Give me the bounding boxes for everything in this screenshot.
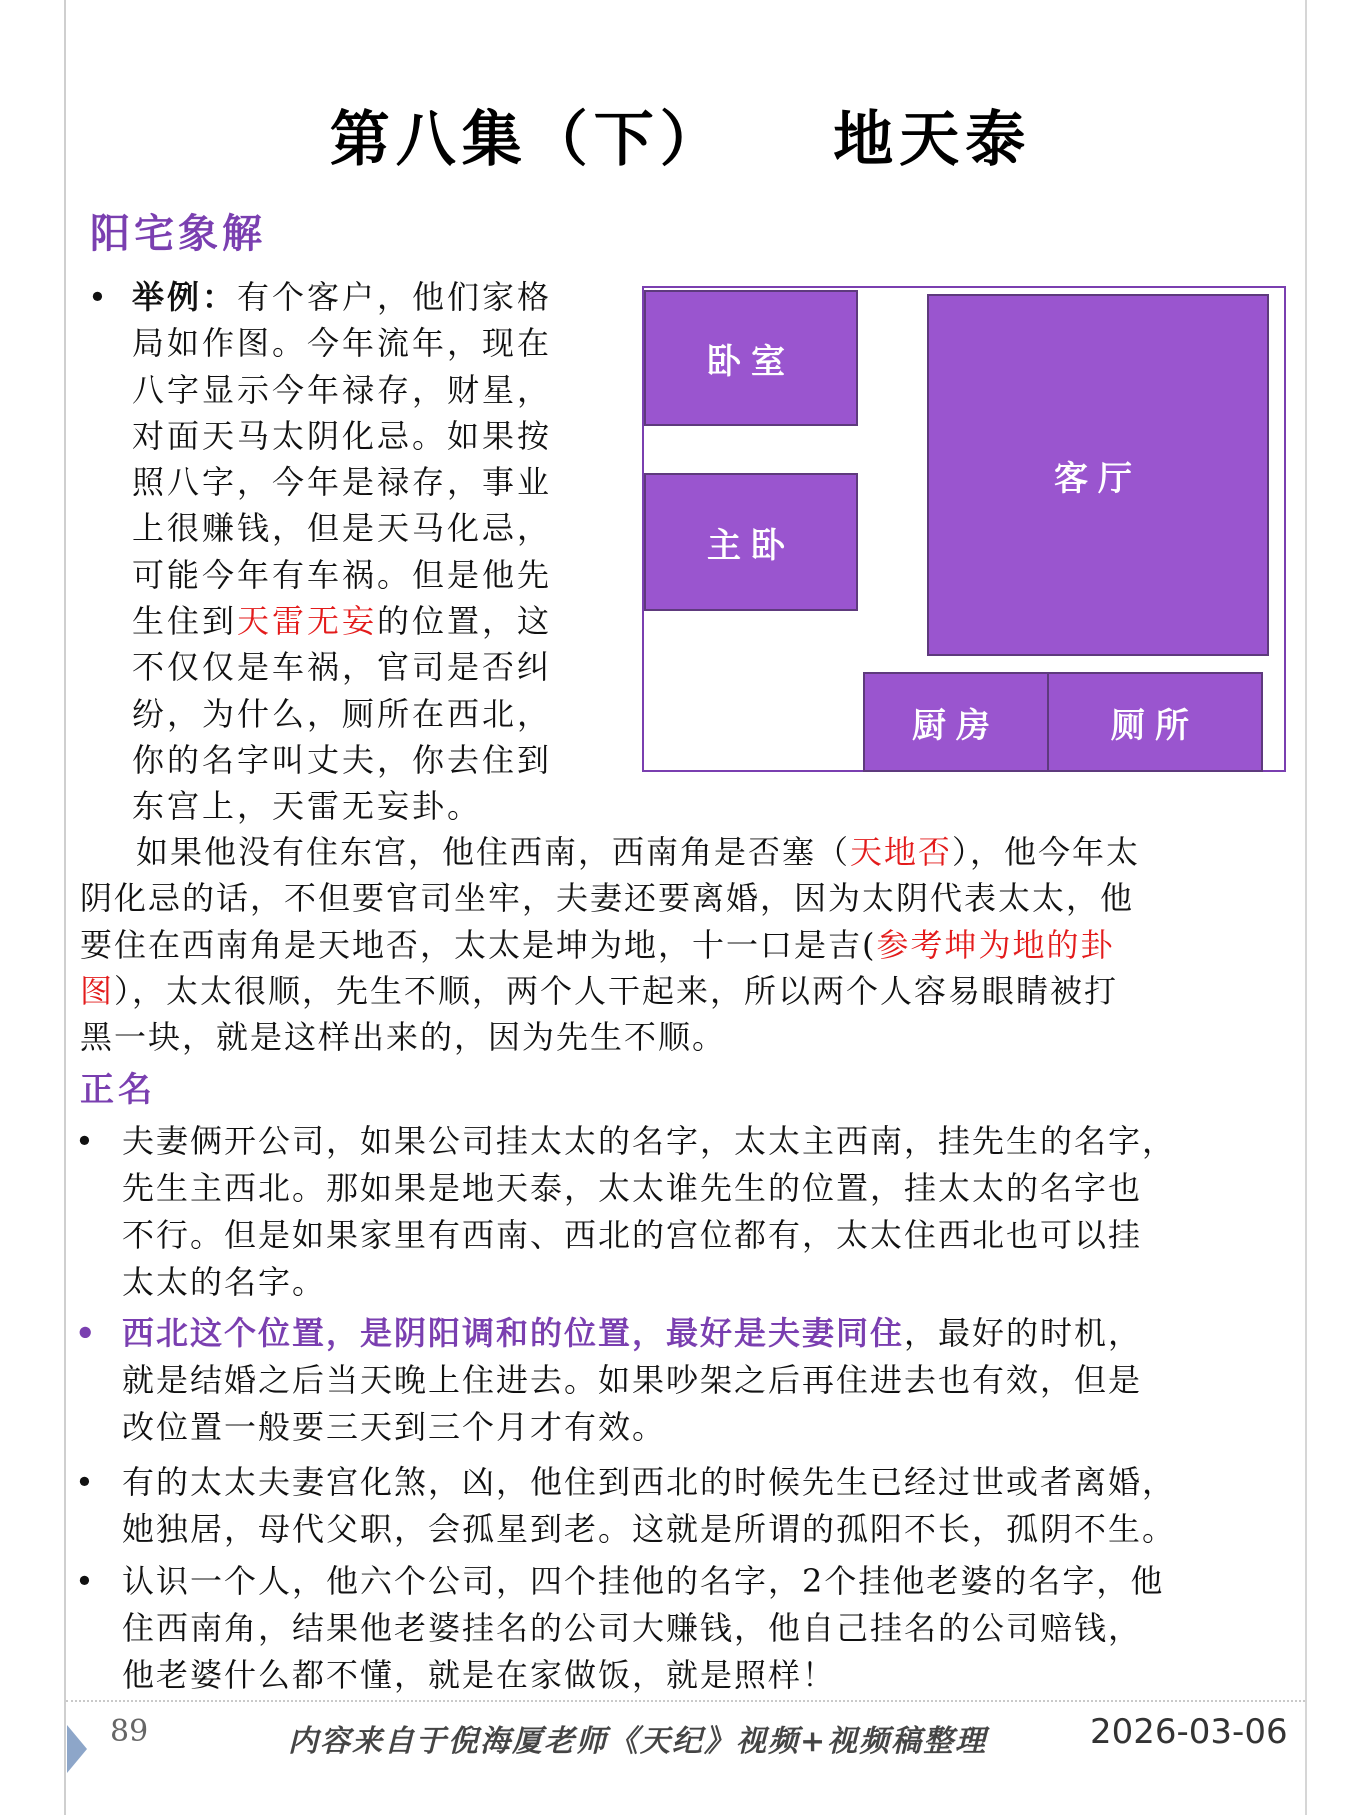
example-line-11: 你的名字叫丈夫，你去住到 [132,740,553,779]
bullet-1-line-3: 不行。但是如果家里有西南、西北的宫位都有，太太住西北也可以挂 [122,1216,1143,1254]
example-line-10: 纷，为什么，厕所在西北， [132,694,553,733]
example-line-12: 东宫上，天雷无妄卦。 [132,787,483,826]
example-line-5: 照八字，今年是禄存，事业 [132,463,553,502]
para-line-1: 如果他没有住东宫，他住西南，西南角是否塞（天地否），他今年太 [136,833,1141,871]
example-line-7: 可能今年有车祸。但是他先 [132,555,553,594]
example-line-9: 不仅仅是车祸，官司是否纠 [132,648,553,687]
bullet-3-line-1: 有的太太夫妻宫化煞，凶，他住到西北的时候先生已经过世或者离婚， [122,1463,1177,1501]
bullet-1-line-2: 先生主西北。那如果是地天泰，太太谁先生的位置，挂太太的名字也 [122,1169,1143,1207]
example-line-6: 上很赚钱，但是天马化忌， [132,509,553,548]
bullet-marker: • [75,1314,98,1352]
bullet-4-line-2: 住西南角，结果他老婆挂名的公司大赚钱，他自己挂名的公司赔钱， [122,1609,1143,1647]
para-line-3: 要住在西南角是天地否，太太是坤为地，十一口是吉(参考坤为地的卦 [80,925,1115,964]
footer-source: 内容来自于倪海厦老师《天纪》视频+视频稿整理 [288,1724,988,1759]
example-line-2: 局如作图。今年流年，现在 [132,324,553,363]
bullet-marker: • [75,1122,96,1160]
highlight-tiandi-pi: 天地否 [850,833,953,871]
next-slide-arrow-icon[interactable] [67,1725,87,1773]
bullet-2-line-1: 西北这个位置，是阴阳调和的位置，最好是夫妻同住，最好的时机， [122,1314,1143,1352]
page-number: 89 [110,1714,149,1749]
example-line-4: 对面天马太阴化忌。如果按 [132,416,553,455]
room-toilet: 厕所 [1047,672,1263,772]
bullet-item-2 [70,1310,1310,1451]
bullet-1-line-1: 夫妻俩开公司，如果公司挂太太的名字，太太主西南，挂先生的名字， [122,1122,1177,1160]
bullet-marker: • [75,1562,96,1600]
para-line-5: 黑一块，就是这样出来的，因为先生不顺。 [80,1018,727,1057]
floor-plan-diagram [642,286,1286,772]
bullet-3-line-2: 她独居，母代父职，会孤星到老。这就是所谓的孤阳不长，孤阴不生。 [122,1510,1177,1548]
para-line-2: 阴化忌的话，不但要官司坐牢，夫妻还要离婚，因为太阴代表太太，他 [80,879,1135,918]
example-line-8: 生住到天雷无妄的位置，这 [132,602,553,641]
section-title-zhengming: 正名 [80,1070,156,1110]
bullet-item-4 [70,1558,1310,1699]
bullet-marker: • [75,1463,96,1501]
footer-date: 2026-03-06 [1090,1712,1288,1752]
highlight-northwest: 西北这个位置，是阴阳调和的位置，最好是夫妻同住 [122,1314,905,1352]
para-line-4: 图），太太很顺，先生不顺，两个人干起来，所以两个人容易眼睛被打 [80,971,1119,1010]
room-living-room: 客厅 [927,294,1269,656]
bullet-4-line-3: 他老婆什么都不懂，就是在家做饭，就是照样！ [122,1656,837,1694]
page-title: 第八集（下） 地天泰 [329,105,1032,175]
bullet-4-line-1: 认识一个人，他六个公司，四个挂他的名字，2个挂他老婆的名字，他 [122,1562,1165,1600]
example-line-3: 八字显示今年禄存，财星， [132,370,553,409]
bullet-item-1 [70,1118,1310,1306]
example-line-1: 举例：有个客户，他们家格 [132,278,553,316]
bullet-marker: • [88,278,110,316]
highlight-tianlei-wuwang: 天雷无妄 [237,602,378,641]
example-label: 举例： [132,278,238,316]
page-left-border [64,0,66,1815]
bullet-2-line-2: 就是结婚之后当天晚上住进去。如果吵架之后再住进去也有效，但是 [122,1361,1143,1399]
footer-divider [66,1700,1305,1702]
room-kitchen: 厨房 [863,672,1049,772]
bullet-item-3 [70,1459,1310,1553]
bullet-2-line-3: 改位置一般要三天到三个月才有效。 [122,1408,667,1446]
southwest-paragraph [80,829,1300,1060]
room-bedroom: 卧室 [644,290,858,426]
section-title-yang-house: 阳宅象解 [90,211,266,257]
room-master-bedroom: 主卧 [644,473,858,611]
reference-link[interactable]: 参考坤为地的卦 [876,925,1115,964]
example-block [88,274,598,830]
reference-link-cont[interactable]: 图 [80,971,115,1010]
bullet-1-line-4: 太太的名字。 [122,1263,327,1301]
